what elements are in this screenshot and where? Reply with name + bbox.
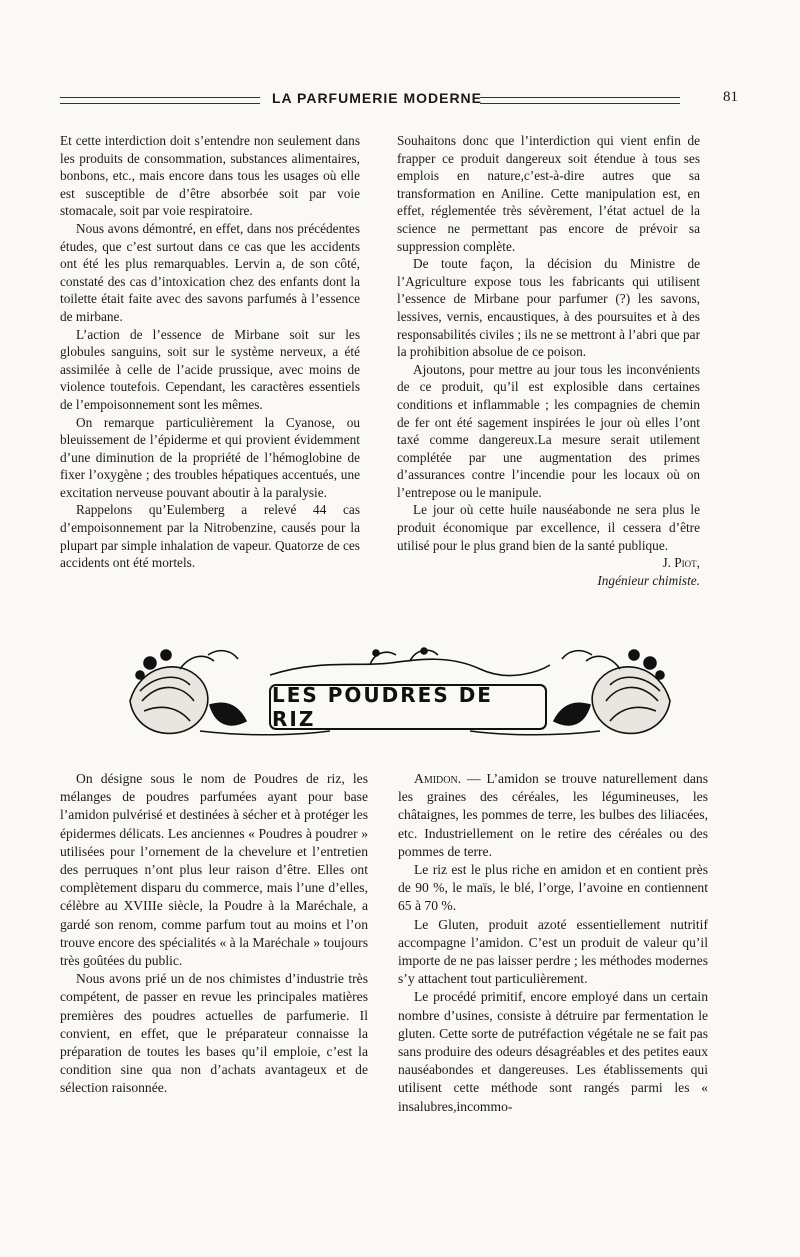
paragraph: Rappelons qu’Eulemberg a relevé 44 cas d’empoisonnement par la Nitrobenzine, causés pour la plupart par simple inhalation de vapeur. Quatorze de ces accidents ont été mortels. — [60, 502, 360, 571]
paragraph: Le procédé primitif, encore employé dans un certain nombre d’usines, consiste à détruire par fermentation le gluten. Cette sorte de putréfaction végétale ne se fait pas sans produire des odeurs désagréables et des petites eaux nauséabondes et dangereuses. Les établissements qui utilisent cette méthode sont rangés parmi les « insalubres,incommo- — [398, 989, 708, 1114]
paragraph: On remarque particulièrement la Cyanose, ou bleuissement de l’épiderme et qui provient évidemment d’une diminution de la propriété de l’hémoglobine de fixer l’oxygène ; des troubles hépatiques accentués, une excitation nerveuse pouvant aboutir à la paralysie. — [60, 414, 360, 500]
paragraph: Le Gluten, produit azoté essentiellement nutritif accompagne l’amidon. C’est un produit de valeur qu’il importe de ne pas laisser perdre ; les méthodes modernes s’y attachent tout particulièrement. — [398, 916, 708, 987]
header-rule-left — [60, 97, 260, 104]
author-signature: J. Piot, — [662, 555, 700, 571]
paragraph: Nous avons démontré, en effet, dans nos précédentes études, que c’est surtout dans ce cas que les accidents ont été les plus remarquables. Lervin a, de son côté, constaté des cas d’intoxication chez des enfants dont la toilette était faite avec des savons parfumés à l’essence de mirbane. — [60, 220, 360, 324]
page-number: 81 — [723, 89, 738, 105]
article1-right-column — [397, 132, 700, 589]
article2-right-column — [398, 770, 708, 1116]
paragraph-text: — L’amidon se trouve naturellement dans les graines des céréales, les légumineuses, les châtaignes, les pommes de terre, les bulbes des liliacées, etc. Industriellement on le retire des céréales ou des pommes de terre. — [398, 771, 708, 859]
term-amidon: Amidon. — [414, 771, 462, 786]
article2-left-column — [60, 770, 368, 1098]
floral-ornament-left — [130, 650, 246, 733]
floral-ornament-top — [270, 648, 550, 676]
paragraph: Nous avons prié un de nos chimistes d’industrie très compétent, de passer en revue les principales matières premières des poudres actuelles de parfumerie. Il convient, en effet, que le préparateur connaisse la préparation de toutes les bases qu’il emploie, c’est la condition sine qua non d’achats avantageux et de sélection raisonnée. — [60, 971, 368, 1096]
article1-left-column — [60, 132, 360, 572]
paragraph — [398, 770, 708, 861]
paragraph: De toute façon, la décision du Ministre de l’Agriculture expose tous les fabricants qui utilisent l’essence de Mirbane pour parfumer (?) les savons, lessives, vernis, encaustiques, à des poursuites et à des responsabilités civiles ; ils ne se mettront à l’abri que par la prohibition absolue de ce poison. — [397, 256, 700, 360]
paragraph: Ajoutons, pour mettre au jour tous les inconvénients de ce produit, qu’il est explosible dans certaines conditions et inflammable ; les compagnies de chemin de fer ont été sagement inspirées le jour où elles l’ont taxé comme dangereux.La mesure serait utilement complétée par une augmentation des primes d’assurances contre l’incendie pour les locaux où on l’entrepose ou le manipule. — [397, 361, 700, 500]
page-header — [58, 86, 740, 116]
running-title: LA PARFUMERIE MODERNE — [272, 90, 482, 106]
section-title: LES POUDRES DE RIZ — [272, 683, 493, 731]
paragraph: On désigne sous le nom de Poudres de riz, les mélanges de poudres parfumées ayant pour base l’amidon pulvérisé et destinées à sécher et à protéger les épidermes délicats. Les anciennes « Poudres à poudrer » utilisées pour l’ornement de la chevelure et l’entretien des perruques n’ont plus leur raison d’être. Elles ont complètement disparu du commerce, mais l’une d’elles, célèbre au XVIIIe siècle, la Poudre à la Maréchale, a gardé son renom, comme parfum tout au moins et l’on trouve encore des spécialités « à la Maréchale » toujours très goûtées du public. — [60, 771, 368, 969]
paragraph: Le jour où cette huile nauséabonde ne sera plus le produit économique par excellence, il cessera d’être utilisé pour le plus grand bien de la santé publique. — [397, 502, 700, 553]
author-role: Ingénieur chimiste. — [597, 572, 700, 588]
paragraph: Le riz est le plus riche en amidon et en contient près de 90 %, le maïs, le blé, l’orge, l’avoine en contiennent 65 à 70 %. — [398, 862, 708, 914]
paragraph: L’action de l’essence de Mirbane soit sur les globules sanguins, soit sur le système nerveux, a été assimilée à celle de l’acide prussique, avec moins de violence toutefois. Cependant, les caractères essentiels de l’empoisonnement sont les mêmes. — [60, 326, 360, 412]
paragraph: Souhaitons donc que l’interdiction qui vient enfin de frapper ce produit dangereux soit étendue à tous ses emplois en nature,c’est-à-dire autres que sa transformation en Aniline. Cette manipulation est, en effet, réglementée très sévèrement, l’état actuel de la science ne permettant pas encore de prévoir sa suppression complète. — [397, 133, 700, 254]
floral-ornament-right — [554, 650, 670, 733]
paragraph: Et cette interdiction doit s’entendre non seulement dans les produits de consommation, substances alimentaires, bonbons, etc., mais encore dans tous les usages où elle est susceptible de d’être absorbée soit par voie stomacale, soit par voie respiratoire. — [60, 133, 360, 219]
header-rule-right — [480, 97, 680, 104]
